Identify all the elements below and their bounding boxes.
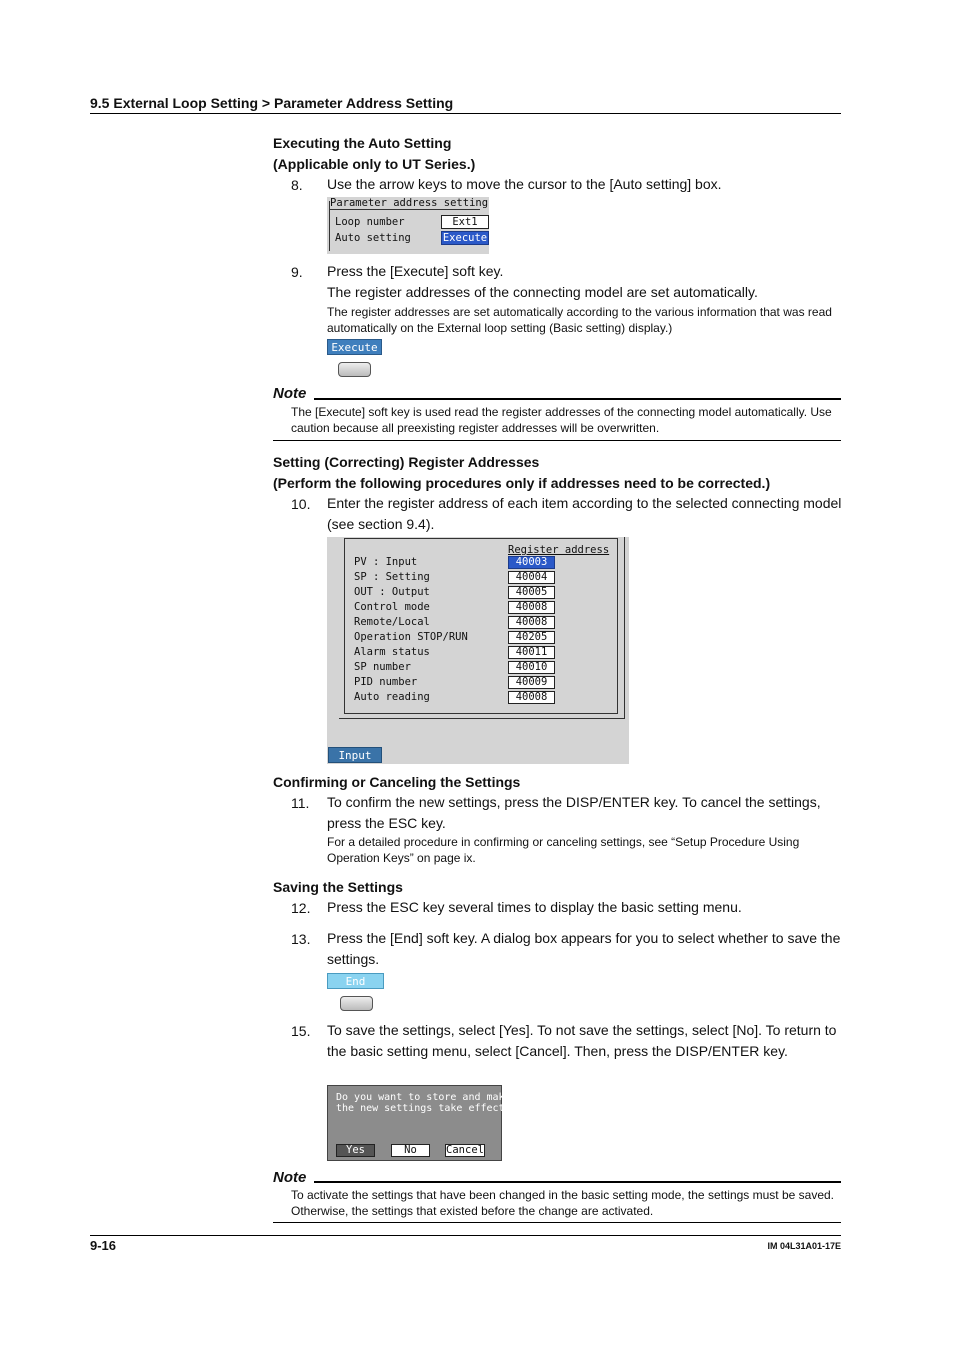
register-list: [354, 556, 594, 708]
hardware-key-icon[interactable]: [338, 362, 371, 377]
note-text: The [Execute] soft key is used read the register addresses of the connecting model automatically. Use caution because all preexisting register addresses will be overwritten.: [291, 405, 832, 435]
register-label: Auto reading: [354, 691, 430, 703]
note-text: To activate the settings that have been changed in the basic setting mode, the settings must be saved. Otherwise, the settings that existed before the change are activated.: [291, 1188, 835, 1218]
step-number: 11.: [291, 795, 310, 811]
step-text: Press the [End] soft key. A dialog box appears for you to select whether to save the settings.: [327, 930, 841, 967]
register-label: Alarm status: [354, 646, 430, 658]
dialog-message-line2: the new settings take effect?: [336, 1103, 511, 1114]
note-rule-top: [314, 398, 841, 400]
register-label: PID number: [354, 676, 418, 688]
cancel-button[interactable]: Cancel: [446, 1144, 484, 1156]
end-softkey[interactable]: End: [327, 973, 384, 989]
hardware-key-icon[interactable]: [340, 996, 373, 1011]
footer-rule: [90, 1235, 841, 1236]
register-label: Control mode: [354, 601, 430, 613]
note-title: Note: [273, 1169, 307, 1186]
screen-frame: [329, 201, 330, 251]
heading-confirming: Confirming or Canceling the Settings: [273, 774, 521, 790]
step-text: To save the settings, select [Yes]. To not save the settings, select [No]. To return to the basic setting menu, select [Cancel]. Then, press the DISP/ENTER key.: [327, 1022, 837, 1059]
parameter-address-screen: [327, 197, 489, 254]
heading-auto-setting: Executing the Auto Setting: [273, 135, 452, 151]
register-field[interactable]: 40011: [508, 646, 555, 659]
register-field[interactable]: 40205: [508, 631, 555, 644]
register-field[interactable]: 40009: [508, 676, 555, 689]
loop-number-field[interactable]: Ext1: [441, 215, 489, 229]
input-softkey[interactable]: Input: [328, 747, 382, 763]
header-rule: [90, 113, 841, 114]
loop-number-label: Loop number: [335, 216, 405, 228]
register-field[interactable]: 40003: [508, 556, 555, 569]
document-id: IM 04L31A01-17E: [767, 1241, 841, 1251]
register-label: PV : Input: [354, 556, 418, 568]
register-field[interactable]: 40008: [508, 691, 555, 704]
step-detail: For a detailed procedure in confirming or canceling settings, see “Setup Procedure Using Operation Keys” on page ix.: [327, 835, 800, 865]
register-label: SP number: [354, 661, 411, 673]
auto-setting-label: Auto setting: [335, 232, 411, 244]
register-address-screen: [327, 537, 629, 764]
section-header: 9.5 External Loop Setting > Parameter Address Setting: [90, 95, 454, 111]
step-number: 9.: [291, 264, 303, 280]
step-text: Press the ESC key several times to display the basic setting menu.: [327, 899, 742, 915]
store-settings-dialog: [327, 1085, 511, 1161]
note-title: Note: [273, 385, 307, 402]
step-text-result: The register addresses of the connecting model are set automatically.: [327, 284, 758, 300]
register-label: OUT : Output: [354, 586, 430, 598]
auto-setting-field[interactable]: Execute: [442, 232, 488, 244]
heading-correcting: Setting (Correcting) Register Addresses: [273, 454, 540, 470]
note-rule-bottom: [273, 1222, 841, 1223]
register-label: Remote/Local: [354, 616, 430, 628]
note-rule-top: [314, 1181, 841, 1183]
step-detail: The register addresses are set automatically according to the various information that was read automatically on the External loop setting (Basic setting) display.): [327, 305, 832, 335]
page-number: 9-16: [90, 1238, 117, 1253]
heading-applicable: (Applicable only to UT Series.): [273, 156, 476, 172]
step-text: Enter the register address of each item according to the selected connecting model (see section 9.4).: [327, 495, 842, 532]
register-label: Operation STOP/RUN: [354, 631, 468, 643]
heading-perform: (Perform the following procedures only if addresses need to be corrected.): [273, 475, 771, 491]
note-rule-bottom: [273, 440, 841, 441]
dialog-message-line1: Do you want to store and make: [336, 1092, 511, 1103]
step-text: Press the [Execute] soft key.: [327, 263, 504, 279]
no-button[interactable]: No: [391, 1144, 430, 1157]
step-number: 8.: [291, 177, 303, 193]
heading-saving: Saving the Settings: [273, 879, 403, 895]
register-field[interactable]: 40008: [508, 601, 555, 614]
step-number: 12.: [291, 900, 311, 916]
register-address-header: Register address: [508, 544, 610, 556]
step-text: Use the arrow keys to move the cursor to the [Auto setting] box.: [327, 176, 722, 192]
register-field[interactable]: 40008: [508, 616, 555, 629]
step-number: 13.: [291, 931, 311, 947]
step-number: 15.: [291, 1023, 311, 1039]
register-label: SP : Setting: [354, 571, 430, 583]
step-text: To confirm the new settings, press the DISP/ENTER key. To cancel the settings, press the ESC key.: [327, 794, 821, 831]
yes-button[interactable]: Yes: [336, 1144, 375, 1157]
register-field[interactable]: 40004: [508, 571, 555, 584]
register-field[interactable]: 40005: [508, 586, 555, 599]
register-field[interactable]: 40010: [508, 661, 555, 674]
step-number: 10.: [291, 496, 311, 512]
screen-title: Parameter address setting: [330, 197, 489, 209]
execute-softkey[interactable]: Execute: [327, 339, 382, 355]
